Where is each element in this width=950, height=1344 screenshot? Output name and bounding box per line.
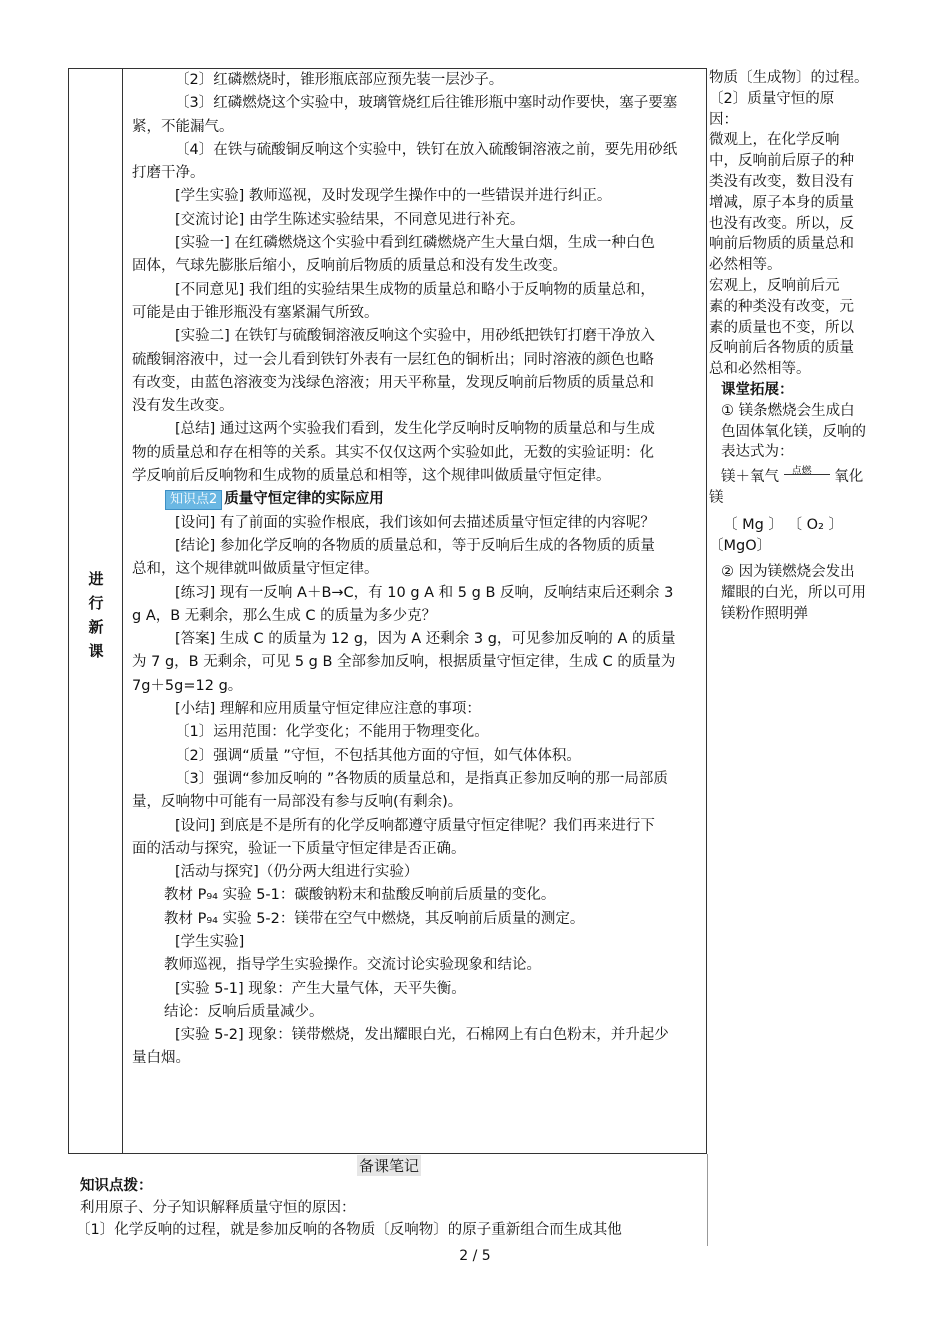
equation-formula-product: 〔MgO〕 — [709, 537, 772, 554]
side-line: 〔2〕质量守恒的原 — [709, 90, 835, 107]
side-line: 因： — [709, 111, 738, 128]
side-line: 镁粉作照明弹 — [721, 605, 808, 622]
page-number: 2 / 5 — [459, 1248, 491, 1264]
tips-line: 〔1〕化学反响的过程，就是参加反响的各物质〔反响物〕的原子重新组合而生成其他 — [76, 1222, 622, 1238]
content-line: 有改变，由蓝色溶液变为浅绿色溶液；用天平称量，发现反响前后物质的质量总和 — [132, 374, 654, 391]
content-line: [小结] 理解和应用质量守恒定律应注意的事项： — [175, 701, 481, 718]
content-line: [不同意见] 我们组的实验结果生成物的质量总和略小于反响物的质量总和， — [175, 281, 655, 298]
stage-char: 课 — [88, 642, 104, 660]
tips-line: 利用原子、分子知识解释质量守恒的原因： — [80, 1200, 356, 1216]
content-line: g A，B 无剩余，那么生成 C 的质量为多少克？ — [132, 607, 437, 624]
equation-formulas: 〔 Mg 〕 〔 O₂ 〕 — [723, 516, 843, 533]
reaction-arrow — [784, 468, 830, 486]
content-line: 〔2〕强调“质量 ”守恒，不包括其他方面的守恒，如气体体积。 — [175, 747, 581, 764]
content-line: 量，反响物中可能有一局部没有参与反响(有剩余)。 — [132, 794, 463, 811]
content-line: 教材 P₉₄ 实验 5-2：镁带在空气中燃烧，其反响前后质量的测定。 — [164, 910, 585, 927]
tips-title: 知识点拨： — [80, 1178, 153, 1194]
side-line: 也没有改变。所以，反 — [709, 215, 854, 232]
knowledge-tips — [76, 1175, 622, 1241]
side-line: 微观上，在化学反响 — [709, 132, 840, 149]
stage-char: 进 — [88, 570, 104, 588]
stage-column — [69, 69, 123, 1153]
side-line: 反响前后各物质的质量 — [709, 340, 854, 357]
side-line: 物质〔生成物〕的过程。 — [709, 70, 869, 86]
content-line: [交流讨论] 由学生陈述实验结果，不同意见进行补充。 — [175, 211, 525, 228]
content-line: 教师巡视，指导学生实验操作。交流讨论实验现象和结论。 — [164, 957, 541, 974]
equation-reactants: 镁＋氧气 — [721, 469, 779, 486]
content-line: 打磨干净。 — [132, 165, 205, 182]
content-line: 总和，这个规律就叫做质量守恒定律。 — [132, 561, 379, 578]
content-line: 固体，气球先膨胀后缩小，反响前后物质的质量总和没有发生改变。 — [132, 258, 567, 275]
side-line: 总和必然相等。 — [709, 361, 811, 378]
content-line: 面的活动与探究，验证一下质量守恒定律是否正确。 — [132, 840, 466, 857]
content-line: 量白烟。 — [132, 1050, 190, 1067]
side-notes — [709, 68, 889, 625]
side-line: 类没有改变，数目没有 — [709, 173, 854, 190]
content-line: 硫酸铜溶液中，过一会儿看到铁钉外表有一层红色的铜析出；同时溶液的颜色也略 — [132, 351, 654, 368]
content-line: 可能是由于锥形瓶没有塞紧漏气所致。 — [132, 304, 379, 321]
content-line: [总结] 通过这两个实验我们看到，发生化学反响时反响物的质量总和与生成 — [175, 421, 655, 438]
content-line: [练习] 现有一反响 A＋B→C，有 10 g A 和 5 g B 反响，反响结束后还剩余 3 — [175, 584, 674, 601]
stage-char: 新 — [88, 618, 104, 636]
content-line: [学生实验] 教师巡视，及时发现学生操作中的一些错误并进行纠正。 — [175, 188, 612, 205]
content-line: 为 7 g，B 无剩余，可见 5 g B 全部参加反响，根据质量守恒定律，生成 C 的质量为 — [132, 654, 676, 671]
notes-label: 备课笔记 — [359, 1157, 420, 1175]
content-line: [活动与探究]（仍分两大组进行实验） — [175, 864, 419, 881]
content-line: [实验 5-1] 现象：产生大量气体，天平失衡。 — [175, 980, 466, 997]
content-line: 紧，不能漏气。 — [132, 118, 234, 135]
side-line: 色固体氧化镁，反响的 — [721, 423, 866, 440]
lesson-table — [68, 68, 707, 1154]
side-line: 素的种类没有改变，元 — [709, 298, 854, 315]
content-line: 7g＋5g=12 g。 — [132, 677, 243, 694]
content-line: [实验一] 在红磷燃烧这个实验中看到红磷燃烧产生大量白烟，生成一种白色 — [175, 235, 655, 252]
content-line: 〔4〕在铁与硫酸铜反响这个实验中，铁钉在放入硫酸铜溶液之前，要先用砂纸 — [175, 141, 678, 158]
content-line: 〔1〕运用范围：化学变化；不能用于物理变化。 — [175, 724, 489, 741]
side-line: ② 因为镁燃烧会发出 — [721, 564, 855, 581]
extension-title: 课堂拓展： — [721, 381, 794, 398]
content-line: 学反响前后反响物和生成物的质量总和相等，这个规律叫做质量守恒定律。 — [132, 468, 611, 485]
stage-char: 行 — [88, 594, 104, 612]
content-line: 〔2〕红磷燃烧时，锥形瓶底部应预先装一层沙子。 — [175, 72, 504, 88]
content-line: [结论] 参加化学反响的各物质的质量总和，等于反响后生成的各物质的质量 — [175, 537, 655, 554]
content-line: 没有发生改变。 — [132, 398, 234, 415]
content-line: [实验 5-2] 现象：镁带燃烧，发出耀眼白光，石棉网上有白色粉末，并升起少 — [175, 1027, 669, 1044]
equation-product-cont: 镁 — [709, 489, 724, 506]
content-line: [实验二] 在铁钉与硫酸铜溶液反响这个实验中，用砂纸把铁钉打磨干净放入 — [175, 328, 655, 345]
content-line: 物的质量总和存在相等的关系。其实不仅仅这两个实验如此，无数的实验证明：化 — [132, 444, 654, 461]
content-line: 〔3〕红磷燃烧这个实验中，玻璃管烧红后往锥形瓶中塞时动作要快，塞子要塞 — [175, 95, 678, 112]
content-line: [设问] 有了前面的实验作根底，我们该如何去描述质量守恒定律的内容呢？ — [175, 514, 655, 531]
equation-line — [709, 467, 889, 488]
side-line: 表达式为： — [721, 444, 794, 461]
side-line: 响前后物质的质量总和 — [709, 236, 854, 253]
margin-rule — [707, 1154, 708, 1246]
side-line: ① 镁条燃烧会生成白 — [721, 402, 855, 419]
content-line: 教材 P₉₄ 实验 5-1：碳酸钠粉末和盐酸反响前后质量的变化。 — [164, 887, 556, 904]
content-line: [学生实验] — [175, 933, 245, 950]
equation-product: 氧化 — [834, 469, 864, 486]
reaction-condition: 点燃 — [791, 466, 812, 478]
knowledge-point-title: 质量守恒定律的实际应用 — [224, 491, 384, 508]
side-line: 宏观上，反响前后元 — [709, 277, 840, 294]
content-line: 〔3〕强调“参加反响的 ”各物质的质量总和，是指真正参加反响的那一局部质 — [175, 770, 668, 787]
side-line: 必然相等。 — [709, 257, 782, 274]
content-line: [设问] 到底是不是所有的化学反响都遵守质量守恒定律呢？我们再来进行下 — [175, 817, 655, 834]
stage-label — [69, 567, 123, 663]
lesson-content — [132, 69, 738, 1071]
knowledge-point-heading — [132, 488, 738, 511]
side-line: 耀眼的白光，所以可用 — [721, 585, 866, 602]
side-line: 中，反响前后原子的种 — [709, 153, 854, 170]
knowledge-point-tag: 知识点2 — [165, 490, 222, 510]
side-line: 增减，原子本身的质量 — [709, 194, 854, 211]
content-line: [答案] 生成 C 的质量为 12 g，因为 A 还剩余 3 g，可见参加反响的 A 的质量 — [175, 631, 676, 648]
side-line: 素的质量也不变，所以 — [709, 319, 854, 336]
content-line: 结论：反响后质量减少。 — [164, 1003, 324, 1020]
